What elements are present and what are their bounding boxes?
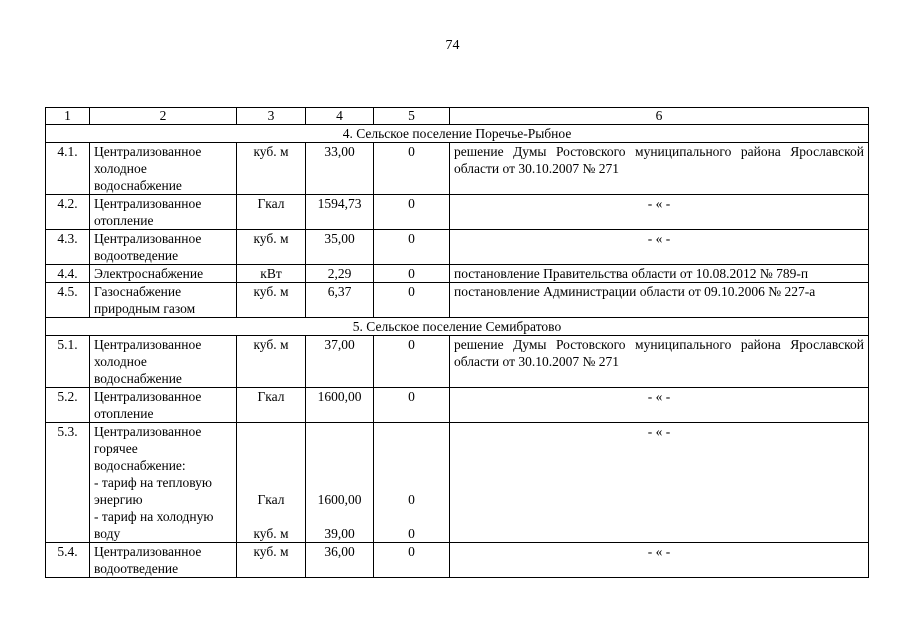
service-name: Централизованное отопление [90, 195, 237, 230]
rate-line: 0 [408, 492, 415, 507]
tariff-line [308, 423, 371, 440]
service-line: - тариф на холодную [94, 509, 214, 524]
rate-line: 0 [408, 526, 415, 541]
tariff-value: 1600,00 [306, 388, 374, 423]
tariff-value: 33,00 [306, 143, 374, 195]
column-header: 6 [450, 108, 869, 125]
tariff-value: 35,00 [306, 230, 374, 265]
unit: куб. м [237, 283, 306, 318]
column-header: 4 [306, 108, 374, 125]
table-row [46, 283, 869, 318]
tariff-line [308, 508, 371, 525]
section-row [46, 125, 869, 143]
column-header: 1 [46, 108, 90, 125]
unit-line: куб. м [253, 526, 289, 541]
rate-value: 0 [374, 143, 450, 195]
unit-line [239, 423, 303, 440]
row-number: 4.2. [46, 195, 90, 230]
service-name: Централизованное отопление [90, 388, 237, 423]
rate-value: 0 [374, 283, 450, 318]
rate-value: 0 [374, 265, 450, 283]
row-number: 5.4. [46, 543, 90, 578]
legal-document: - « - [450, 230, 869, 265]
service-name: Газоснабжение природным газом [90, 283, 237, 318]
service-name: Централизованное водоотведение [90, 543, 237, 578]
rate-value: 0 [374, 195, 450, 230]
unit-line [239, 440, 303, 457]
section-title: 4. Сельское поселение Поречье-Рыбное [46, 125, 869, 143]
service-name: Электроснабжение [90, 265, 237, 283]
row-number: 5.1. [46, 336, 90, 388]
column-number-row [46, 108, 869, 125]
unit: Гкал [237, 195, 306, 230]
service-line: - тариф на тепловую [94, 475, 212, 490]
unit: Гкал [237, 388, 306, 423]
tariff-line [308, 457, 371, 474]
rate-value [374, 423, 450, 543]
section-title: 5. Сельское поселение Семибратово [46, 318, 869, 336]
legal-document: постановление Правительства области от 10.08.2012 № 789-п [450, 265, 869, 283]
table-row [46, 265, 869, 283]
legal-document: постановление Администрации области от 09.10.2006 № 227-а [450, 283, 869, 318]
row-number: 5.2. [46, 388, 90, 423]
row-number: 5.3. [46, 423, 90, 543]
table-row [46, 423, 869, 543]
tariff-value [306, 423, 374, 543]
tariff-value: 37,00 [306, 336, 374, 388]
tariff-line: 1600,00 [317, 492, 362, 507]
rate-line [376, 508, 447, 525]
row-number: 4.5. [46, 283, 90, 318]
tariff-value: 2,29 [306, 265, 374, 283]
table-row [46, 195, 869, 230]
tariff-line [308, 474, 371, 491]
page-number: 74 [445, 38, 460, 53]
tariff-line [308, 440, 371, 457]
service-line: горячее [94, 441, 138, 456]
unit: кВт [237, 265, 306, 283]
unit: куб. м [237, 543, 306, 578]
tariff-table [45, 107, 869, 578]
column-header: 3 [237, 108, 306, 125]
service-line: воду [94, 526, 121, 541]
service-line: Централизованное [94, 424, 202, 439]
rate-value: 0 [374, 388, 450, 423]
rate-value: 0 [374, 543, 450, 578]
legal-document: - « - [450, 423, 869, 543]
legal-document: - « - [450, 195, 869, 230]
service-name: Централизованное холодное водоснабжение [90, 336, 237, 388]
row-number: 4.4. [46, 265, 90, 283]
unit: куб. м [237, 230, 306, 265]
unit-line [239, 508, 303, 525]
section-row [46, 318, 869, 336]
rate-line [376, 423, 447, 440]
tariff-line: 39,00 [324, 526, 355, 541]
service-name: Централизованное холодное водоснабжение [90, 143, 237, 195]
tariff-value: 1594,73 [306, 195, 374, 230]
unit-line [239, 457, 303, 474]
rate-line [376, 457, 447, 474]
service-line: энергию [94, 492, 143, 507]
legal-document: - « - [450, 543, 869, 578]
tariff-value: 36,00 [306, 543, 374, 578]
unit-line: Гкал [257, 492, 285, 507]
table-row [46, 388, 869, 423]
column-header: 2 [90, 108, 237, 125]
unit-line [239, 474, 303, 491]
service-name: Централизованное водоотведение [90, 230, 237, 265]
legal-document: решение Думы Ростовского муниципального района Ярославской области от 30.10.2007 № 271 [450, 143, 869, 195]
unit: куб. м [237, 336, 306, 388]
table-row [46, 230, 869, 265]
column-header: 5 [374, 108, 450, 125]
rate-line [376, 440, 447, 457]
unit: куб. м [237, 143, 306, 195]
service-name [90, 423, 237, 543]
row-number: 4.1. [46, 143, 90, 195]
rate-line [376, 474, 447, 491]
legal-document: решение Думы Ростовского муниципального района Ярославской области от 30.10.2007 № 271 [450, 336, 869, 388]
legal-document: - « - [450, 388, 869, 423]
row-number: 4.3. [46, 230, 90, 265]
rate-value: 0 [374, 230, 450, 265]
tariff-value: 6,37 [306, 283, 374, 318]
table-row [46, 143, 869, 195]
unit [237, 423, 306, 543]
service-line: водоснабжение: [94, 458, 186, 473]
table-row [46, 336, 869, 388]
rate-value: 0 [374, 336, 450, 388]
table-row [46, 543, 869, 578]
